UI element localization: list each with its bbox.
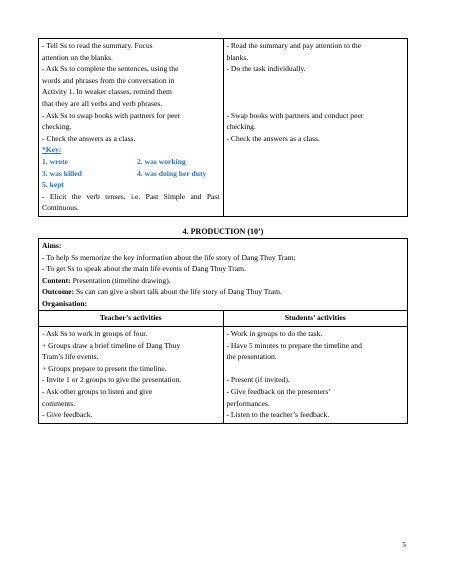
key-row (42, 156, 220, 168)
student-activity: the presentation. (226, 352, 277, 362)
student-activity: - Listen to the teacher’s feedback. (226, 410, 330, 420)
teacher-line: attention on the blanks. (42, 52, 113, 62)
student-activity: - Have 5 minutes to prepare the timeline and (226, 340, 362, 350)
content-text: Presentation (timeline drawing). (70, 275, 171, 285)
student-activity: - Work in groups to do the task. (226, 329, 323, 339)
teacher-activity: - Ask Ss to work in groups of four. (42, 329, 148, 339)
aim-line: - To help Ss memorize the key information about the life story of Dang Thuy Tram; (42, 252, 296, 262)
teacher-line: checking. (42, 122, 72, 132)
outcome-text: Ss can can give a short talk about the life story of Dang Thuy Tram. (74, 287, 282, 297)
summary-activity-table (38, 38, 408, 217)
teacher-activity: - Invite 1 or 2 groups to give the presentation. (42, 375, 182, 385)
content-line (42, 275, 404, 287)
teacher-activities (39, 327, 224, 424)
student-line: - Read the summary and pay attention to the (226, 41, 362, 50)
teacher-line: Activity 1. In weaker classes, remind them (42, 87, 172, 97)
key-row (42, 168, 220, 180)
teacher-line: - Ask Ss to swap books with partners for peer (42, 110, 181, 120)
aims-box (38, 238, 408, 311)
teacher-activity: - Ask other groups to listen and give (42, 387, 153, 397)
outcome-label: Outcome: (42, 287, 75, 297)
student-activity: - Present (if invited). (226, 375, 290, 385)
section-title: 4. PRODUCTION (10’) (182, 226, 264, 236)
teacher-line: that they are all verbs and verb phrases. (42, 98, 163, 108)
students-activities (223, 327, 408, 424)
outcome-line (42, 286, 404, 298)
teacher-line: words and phrases from the conversation in (42, 75, 175, 85)
content-label: Content: (42, 275, 71, 285)
teacher-activity: Tram’s life events. (42, 352, 99, 362)
student-line: checking. (226, 122, 256, 132)
student-line: - Swap books with partners and conduct peer (226, 110, 364, 120)
aim-line: - To get Ss to speak about the main life events of Dang Thuy Tram. (42, 264, 246, 274)
teacher-header: Teacher’s activities (39, 311, 224, 327)
student-activity: - Give feedback on the presenters’ (226, 387, 331, 397)
students-header: Students’ activities (223, 311, 408, 327)
aims-label: Aims: (42, 240, 62, 250)
page (38, 38, 408, 424)
teacher-line: - Check the answers as a class. (42, 133, 136, 143)
teacher-line: - Ask Ss to complete the sentences, using the (42, 64, 179, 74)
key-answer: 5. kept (42, 180, 64, 190)
page-number: 5 (402, 540, 406, 549)
key-label: *Key: (42, 145, 62, 155)
teacher-column (39, 39, 224, 217)
teacher-activity: + Groups prepare to present the timeline. (42, 363, 167, 373)
student-activity: performances. (226, 398, 270, 408)
key-answer: 1. wrote (42, 156, 69, 166)
key-answer: 4. was doing her duty (137, 168, 207, 178)
elicit-line: - Elicit the verb tenses, i.e. Past Simple and Past Continuous. (42, 191, 220, 213)
student-line: blanks. (226, 52, 249, 62)
teacher-activity: + Groups draw a brief timeline of Dang Thuy (42, 340, 181, 350)
teacher-activity: comments. (42, 398, 76, 408)
organisation-label: Organisation: (42, 298, 88, 308)
student-line: - Check the answers as a class. (226, 133, 320, 143)
student-column (223, 39, 408, 217)
teacher-line: - Tell Ss to read the summary. Focus (42, 41, 153, 50)
key-answer: 3. was killed (42, 168, 82, 178)
key-answer: 2. was working (137, 156, 186, 166)
teacher-activity: - Give feedback. (42, 410, 93, 420)
organisation-table (38, 310, 408, 423)
student-line: - Do the task individually. (226, 64, 306, 74)
